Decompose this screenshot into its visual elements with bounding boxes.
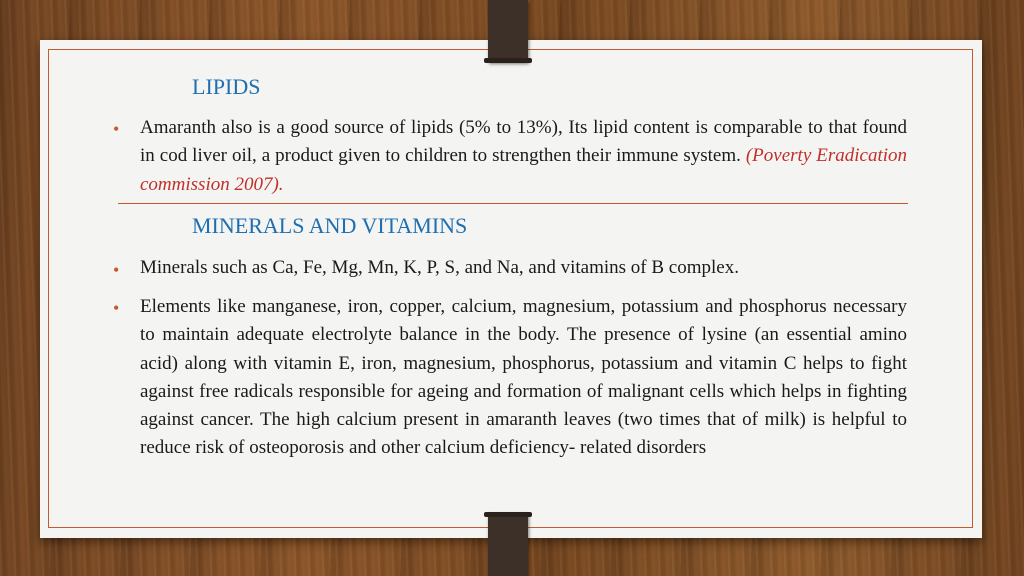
minerals-vitamins-heading: MINERALS AND VITAMINS [192, 213, 468, 238]
bottom-clip-band [484, 512, 532, 517]
section-divider [118, 203, 908, 204]
lipids-text: Amaranth also is a good source of lipids (5% to 13%), Its lipid content is comparable to that found in cod liver oil, a product given to children to strengthen their immune system. [140, 117, 907, 167]
bottom-binder-clip [488, 512, 528, 576]
bullet-marker-minerals-1: • [113, 260, 120, 280]
minerals-paragraph-2: Elements like manganese, iron, copper, calcium, magnesium, potassium and phosphorus necessary to maintain adequate electrolyte balance in the body. The presence of lysine (an essential amino acid) along with vitamin E, iron, magnesium, phosphorus, potassium and vitamin C helps to fight against free radicals responsible for ageing and formation of malignant cells which helps in fighting against cancer. The high calcium present in amaranth leaves (two times that of milk) is helpful to reduce risk of osteoporosis and other calcium deficiency- related disorders [140, 296, 907, 459]
lipids-heading: LIPIDS [192, 74, 261, 99]
bullet-marker-minerals-2: • [113, 298, 120, 318]
lipids-citation: (Poverty Eradication commission 2007). [140, 145, 907, 195]
bullet-marker-lipids: • [113, 119, 120, 139]
top-clip-band [484, 58, 532, 63]
minerals-paragraph-1: Minerals such as Ca, Fe, Mg, Mn, K, P, S, and Na, and vitamins of B complex. [140, 257, 739, 278]
top-binder-clip [488, 0, 528, 62]
lipids-paragraph [140, 114, 907, 199]
